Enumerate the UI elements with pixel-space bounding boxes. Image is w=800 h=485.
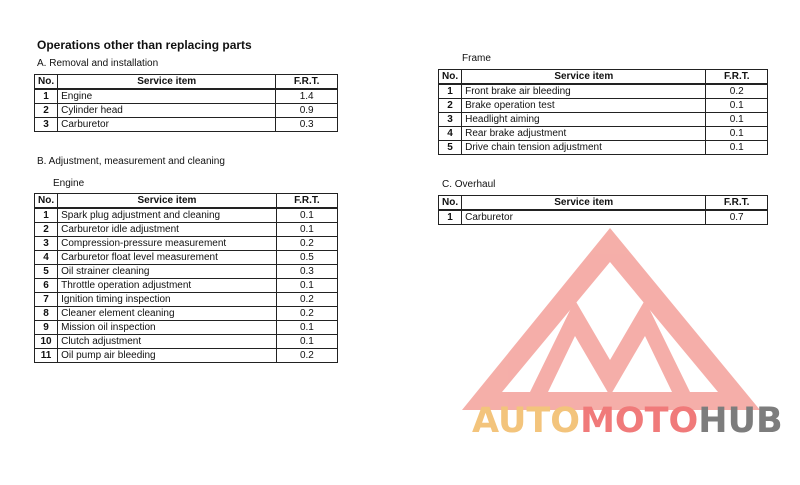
row-frt: 0.3 bbox=[276, 265, 337, 279]
row-frt: 0.1 bbox=[706, 127, 768, 141]
table-row bbox=[439, 99, 768, 113]
row-item: Oil strainer cleaning bbox=[58, 265, 277, 279]
table-row bbox=[35, 104, 338, 118]
table-header-row bbox=[439, 196, 768, 211]
row-item: Carburetor bbox=[58, 118, 276, 132]
col-header-no: No. bbox=[439, 70, 462, 85]
table-row bbox=[35, 89, 338, 104]
watermark-text bbox=[472, 402, 783, 440]
row-item: Front brake air bleeding bbox=[462, 84, 706, 99]
row-frt: 0.1 bbox=[706, 141, 768, 155]
row-frt: 0.1 bbox=[276, 335, 337, 349]
col-header-item: Service item bbox=[462, 70, 706, 85]
row-no: 1 bbox=[439, 84, 462, 99]
row-item: Carburetor float level measurement bbox=[58, 251, 277, 265]
table-row bbox=[439, 127, 768, 141]
row-item: Rear brake adjustment bbox=[462, 127, 706, 141]
row-no: 10 bbox=[35, 335, 58, 349]
watermark-text-hub: HUB bbox=[698, 401, 783, 441]
table-row bbox=[35, 237, 338, 251]
row-no: 3 bbox=[439, 113, 462, 127]
row-frt: 0.2 bbox=[276, 237, 337, 251]
row-no: 1 bbox=[35, 89, 58, 104]
row-no: 7 bbox=[35, 293, 58, 307]
section-b-label: B. Adjustment, measurement and cleaning bbox=[37, 156, 225, 167]
row-no: 3 bbox=[35, 237, 58, 251]
row-frt: 0.1 bbox=[276, 321, 337, 335]
row-item: Cleaner element cleaning bbox=[58, 307, 277, 321]
row-frt: 0.2 bbox=[276, 307, 337, 321]
row-no: 2 bbox=[35, 104, 58, 118]
table-removal-installation bbox=[34, 74, 338, 132]
row-item: Spark plug adjustment and cleaning bbox=[58, 208, 277, 223]
engine-label: Engine bbox=[53, 178, 85, 189]
section-a-label: A. Removal and installation bbox=[37, 58, 159, 69]
row-frt: 0.1 bbox=[276, 208, 337, 223]
table-row bbox=[35, 335, 338, 349]
table-row bbox=[439, 113, 768, 127]
section-c-label: C. Overhaul bbox=[442, 179, 496, 190]
row-frt: 1.4 bbox=[276, 89, 338, 104]
row-frt: 0.1 bbox=[276, 223, 337, 237]
row-item: Oil pump air bleeding bbox=[58, 349, 277, 363]
row-no: 8 bbox=[35, 307, 58, 321]
row-frt: 0.2 bbox=[276, 293, 337, 307]
row-no: 11 bbox=[35, 349, 58, 363]
row-item: Throttle operation adjustment bbox=[58, 279, 277, 293]
col-header-item: Service item bbox=[58, 194, 277, 209]
table-header-row bbox=[35, 194, 338, 209]
table-row bbox=[35, 279, 338, 293]
row-frt: 0.5 bbox=[276, 251, 337, 265]
table-row bbox=[35, 265, 338, 279]
table-row bbox=[35, 293, 338, 307]
col-header-no: No. bbox=[35, 194, 58, 209]
table-row bbox=[35, 118, 338, 132]
row-item: Carburetor idle adjustment bbox=[58, 223, 277, 237]
row-no: 6 bbox=[35, 279, 58, 293]
table-engine bbox=[34, 193, 338, 363]
row-item: Drive chain tension adjustment bbox=[462, 141, 706, 155]
table-row bbox=[439, 141, 768, 155]
table-row bbox=[35, 223, 338, 237]
col-header-item: Service item bbox=[58, 75, 276, 90]
row-no: 1 bbox=[35, 208, 58, 223]
table-header-row bbox=[35, 75, 338, 90]
row-item: Clutch adjustment bbox=[58, 335, 277, 349]
col-header-frt: F.R.T. bbox=[276, 75, 338, 90]
row-frt: 0.2 bbox=[276, 349, 337, 363]
table-header-row bbox=[439, 70, 768, 85]
table-overhaul bbox=[438, 195, 768, 225]
table-row bbox=[35, 251, 338, 265]
col-header-no: No. bbox=[439, 196, 462, 211]
frame-label: Frame bbox=[462, 53, 491, 64]
col-header-no: No. bbox=[35, 75, 58, 90]
table-row bbox=[35, 208, 338, 223]
row-item: Carburetor bbox=[462, 210, 706, 225]
col-header-frt: F.R.T. bbox=[706, 70, 768, 85]
row-item: Headlight aiming bbox=[462, 113, 706, 127]
table-row bbox=[439, 84, 768, 99]
row-no: 3 bbox=[35, 118, 58, 132]
row-item: Compression-pressure measurement bbox=[58, 237, 277, 251]
row-no: 4 bbox=[35, 251, 58, 265]
row-no: 5 bbox=[439, 141, 462, 155]
col-header-item: Service item bbox=[462, 196, 706, 211]
row-frt: 0.1 bbox=[706, 113, 768, 127]
row-frt: 0.9 bbox=[276, 104, 338, 118]
row-item: Brake operation test bbox=[462, 99, 706, 113]
row-frt: 0.7 bbox=[706, 210, 768, 225]
table-row bbox=[35, 307, 338, 321]
table-row bbox=[439, 210, 768, 225]
row-item: Mission oil inspection bbox=[58, 321, 277, 335]
row-item: Ignition timing inspection bbox=[58, 293, 277, 307]
row-no: 2 bbox=[35, 223, 58, 237]
row-frt: 0.3 bbox=[276, 118, 338, 132]
col-header-frt: F.R.T. bbox=[276, 194, 337, 209]
row-no: 2 bbox=[439, 99, 462, 113]
row-no: 9 bbox=[35, 321, 58, 335]
row-frt: 0.1 bbox=[276, 279, 337, 293]
row-item: Cylinder head bbox=[58, 104, 276, 118]
row-no: 1 bbox=[439, 210, 462, 225]
table-row bbox=[35, 321, 338, 335]
watermark-text-moto: MOTO bbox=[580, 401, 699, 441]
col-header-frt: F.R.T. bbox=[706, 196, 768, 211]
watermark-text-auto: AUTO bbox=[472, 401, 581, 441]
row-no: 4 bbox=[439, 127, 462, 141]
row-no: 5 bbox=[35, 265, 58, 279]
row-item: Engine bbox=[58, 89, 276, 104]
page-title: Operations other than replacing parts bbox=[37, 38, 252, 52]
row-frt: 0.1 bbox=[706, 99, 768, 113]
table-frame bbox=[438, 69, 768, 155]
table-row bbox=[35, 349, 338, 363]
row-frt: 0.2 bbox=[706, 84, 768, 99]
